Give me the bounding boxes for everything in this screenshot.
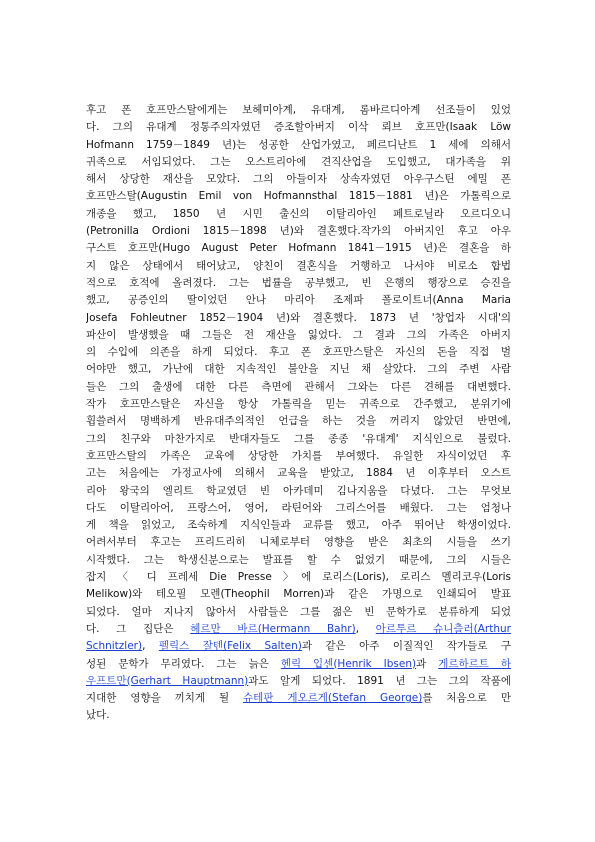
body-text bbox=[86, 102, 511, 725]
text-line bbox=[86, 171, 511, 188]
text-segment: 되었다. 얼마 지나지 않아서 사람들은 그를 젊은 빈 문학가로 분류하게 되었 bbox=[86, 605, 511, 618]
text-line bbox=[86, 673, 511, 690]
text-segment: 지 않은 상태에서 태어났고, 양친이 결혼식을 거행하고 나서야 비로소 합법 bbox=[86, 259, 511, 272]
text-segment: 다도 이탈리아어, 프랑스어, 영어, 라틴어와 그리스어를 배웠다. 그는 엄청나 bbox=[86, 501, 511, 514]
text-line bbox=[86, 240, 511, 257]
text-line bbox=[86, 431, 511, 448]
text-line bbox=[86, 465, 511, 482]
text-line bbox=[86, 154, 511, 171]
text-segment: 후고 폰 호프만스탈에게는 보헤미아계, 유대계, 롬바르디아계 선조들이 있었 bbox=[86, 104, 511, 116]
text-line bbox=[86, 586, 511, 603]
text-segment: , bbox=[142, 640, 159, 653]
text-line bbox=[86, 656, 511, 673]
text-segment: Josefa Fohleutner 1852－1904 년)와 결혼했다. 1873 년 '창업자 시대'의 bbox=[86, 311, 511, 324]
text-segment: 해서 상당한 재산을 모았다. 그의 아들이자 상속자였던 아우구스틴 에밀 폰 bbox=[86, 173, 511, 186]
text-segment: , bbox=[355, 622, 376, 635]
text-line bbox=[86, 448, 511, 465]
text-segment: 시작했다. 그는 학생신분으로는 발표를 할 수 없었기 때문에, 그의 시들은 bbox=[86, 553, 511, 566]
text-line bbox=[86, 310, 511, 327]
text-segment: 고는 처음에는 가정교사에 의해서 교육을 받았고, 1884 년 이후부터 오스트 bbox=[86, 467, 511, 480]
text-segment: Hofmann 1759－1849 년)는 성공한 산업가였고, 페르디난트 1 세에 의해서 bbox=[86, 138, 511, 151]
text-line bbox=[86, 569, 511, 586]
person-link[interactable]: 아르투르 슈니츨러(Arthur bbox=[375, 622, 511, 635]
text-line bbox=[86, 396, 511, 413]
text-segment: 휩쓸려서 명백하게 반유대주의적인 언급을 하는 것을 꺼리지 않았던 반면에, bbox=[86, 415, 511, 428]
text-segment: 구스트 호프만(Hugo August Peter Hofmann 1841－1915 년)은 결혼을 하 bbox=[86, 242, 511, 255]
text-segment: 를 처음으로 만 bbox=[422, 692, 511, 705]
text-line bbox=[86, 292, 511, 309]
text-segment: (Petronilla Ordioni 1815－1898 년)와 결혼했다.작가의 아버지인 후고 아우 bbox=[86, 225, 511, 238]
text-line bbox=[86, 517, 511, 534]
text-line bbox=[86, 707, 511, 724]
text-segment: 리아 왕국의 엘리트 학교였던 빈 아카데미 김나지움을 다녔다. 그는 무엇보 bbox=[86, 484, 511, 497]
text-segment: 그의 친구와 마찬가지로 반대자들도 그를 종종 '유대계' 지식인으로 불렀다. bbox=[86, 432, 511, 445]
person-link[interactable]: 펠릭스 잘텐(Felix Salten) bbox=[158, 640, 302, 653]
text-line bbox=[86, 327, 511, 344]
text-segment: 지대한 영향을 끼치게 될 bbox=[86, 692, 244, 705]
text-segment: 게 책을 읽었고, 조숙하게 지식인들과 교류를 했고, 아주 뛰어난 학생이었다. bbox=[86, 519, 511, 532]
text-line bbox=[86, 275, 511, 292]
person-link[interactable]: 게르하르트 하 bbox=[438, 657, 511, 670]
person-link[interactable]: 우프트만(Gerhart Hauptmann) bbox=[86, 674, 249, 687]
person-link[interactable]: 헤르만 바르(Hermann Bahr) bbox=[190, 622, 356, 635]
text-segment: 과 bbox=[416, 657, 439, 670]
text-segment: 호프만스탈(Augustin Emil von Hofmannsthal 1815－1881 년)은 가톨릭으로 bbox=[86, 190, 511, 203]
text-segment: 어려서부터 후고는 프리드리히 니체로부터 영향을 받은 최초의 시들을 쓰기 bbox=[86, 536, 511, 549]
text-line bbox=[86, 206, 511, 223]
text-segment: 잡지 〈 디 프레세 Die Presse 〉에 로리스(Loris), 로리스 멜리코우(Loris bbox=[86, 571, 511, 584]
text-segment: 의 수입에 의존을 하게 되었다. 후고 폰 호프만스탈은 자신의 돈을 직접 벌 bbox=[86, 346, 511, 359]
text-segment: 파산이 발생했을 때 그들은 전 재산을 잃었다. 그 결과 그의 가족은 아버지 bbox=[86, 328, 511, 341]
text-segment: 개종을 했고, 1850 년 시민 출신의 이탈리아인 페트로닐라 오르디오니 bbox=[86, 207, 511, 220]
text-segment: 들은 그의 출생에 대한 다른 측면에 관해서 그와는 다른 견해를 대변했다. bbox=[86, 380, 511, 393]
text-line bbox=[86, 102, 511, 119]
text-line bbox=[86, 344, 511, 361]
text-line bbox=[86, 188, 511, 205]
text-segment: 다. 그 집단은 bbox=[86, 622, 191, 635]
text-line bbox=[86, 638, 511, 655]
text-segment: 다. 그의 유대계 정통주의자였던 증조할아버지 이삭 뢰브 호프만(Isaak Löw bbox=[86, 121, 511, 134]
text-line bbox=[86, 483, 511, 500]
text-segment: Melikow)와 테오필 모렌(Theophil Morren)과 같은 가명으로 인쇄되어 발표 bbox=[86, 588, 511, 601]
text-line bbox=[86, 361, 511, 378]
text-line bbox=[86, 379, 511, 396]
text-line bbox=[86, 258, 511, 275]
text-segment: 어야만 했고, 가난에 대한 지속적인 불안을 지닌 채 살았다. 그의 주변 사람 bbox=[86, 363, 511, 376]
text-segment: 과 같은 아주 이질적인 작가들로 구 bbox=[301, 640, 511, 653]
text-line bbox=[86, 552, 511, 569]
text-segment: 작가 호프만스탈은 자신을 항상 가톨릭을 믿는 귀족으로 간주했고, 분위기에 bbox=[86, 398, 511, 411]
text-line bbox=[86, 534, 511, 551]
text-line bbox=[86, 413, 511, 430]
text-segment: 귀족으로 서임되었다. 그는 오스트리아에 견직산업을 도입했고, 대가족을 위 bbox=[86, 155, 511, 168]
text-line bbox=[86, 621, 511, 638]
text-line bbox=[86, 137, 511, 154]
person-link[interactable]: 슈테판 게오르게(Stefan George) bbox=[243, 692, 423, 705]
text-line bbox=[86, 690, 511, 707]
text-line bbox=[86, 119, 511, 136]
text-line bbox=[86, 500, 511, 517]
text-segment: 호프만스탈의 가족은 교육에 상당한 가치를 부여했다. 유일한 자식이었던 후 bbox=[86, 449, 511, 462]
text-segment: 과도 알게 되었다. 1891 년 그는 그의 작품에 bbox=[248, 674, 511, 687]
person-link[interactable]: Schnitzler) bbox=[86, 640, 143, 653]
text-segment: 났다. bbox=[86, 709, 110, 722]
text-segment: 적으로 호적에 올려졌다. 그는 법률을 공부했고, 빈 은행의 행장으로 승진을 bbox=[86, 276, 511, 289]
text-segment: 성된 문학가 무리였다. 그는 늙은 bbox=[86, 657, 281, 670]
text-line bbox=[86, 604, 511, 621]
text-line bbox=[86, 223, 511, 240]
person-link[interactable]: 헨릭 입센(Henrik Ibsen) bbox=[280, 657, 417, 670]
text-segment: 했고, 공증인의 딸이었던 안나 마리아 조제파 폴로이트너(Anna Maria bbox=[86, 294, 511, 307]
